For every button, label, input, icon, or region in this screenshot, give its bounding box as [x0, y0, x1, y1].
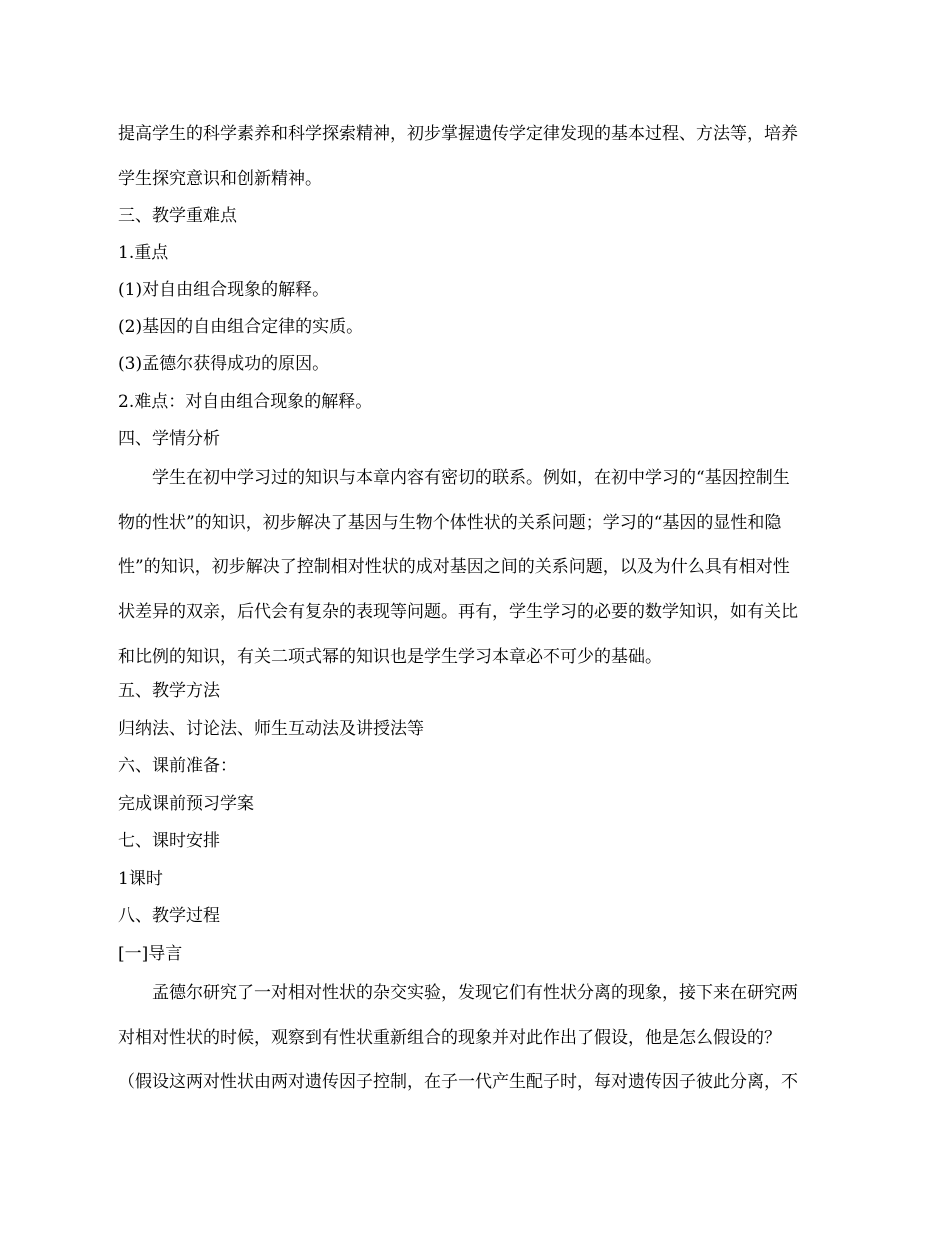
- paragraph-line: 提高学生的科学素养和科学探索精神，初步掌握遗传学定律发现的基本过程、方法等，培养: [118, 124, 798, 144]
- list-item: (3)孟德尔获得成功的原因。: [118, 354, 330, 374]
- subsection-heading: 2.难点：对自由组合现象的解释。: [118, 392, 373, 412]
- paragraph-line: 物的性状”的知识，初步解决了基因与生物个体性状的关系问题；学习的“基因的显性和隐: [118, 513, 782, 533]
- section-heading: 五、教学方法: [118, 681, 220, 701]
- list-item: (1)对自由组合现象的解释。: [118, 280, 330, 300]
- paragraph-line: 孟德尔研究了一对相对性状的杂交实验，发现它们有性状分离的现象，接下来在研究两: [152, 983, 798, 1003]
- subsection-heading: [一]导言: [118, 944, 183, 964]
- section-heading: 四、学情分析: [118, 429, 220, 449]
- paragraph-line: 1课时: [118, 869, 163, 889]
- paragraph-line: 归纳法、讨论法、师生互动法及讲授法等: [118, 719, 424, 739]
- paragraph-line: 性”的知识，初步解决了控制相对性状的成对基因之间的关系问题，以及为什么具有相对性: [118, 557, 790, 577]
- paragraph-line: 和比例的知识，有关二项式幂的知识也是学生学习本章必不可少的基础。: [118, 647, 662, 667]
- section-heading: 七、课时安排: [118, 831, 220, 851]
- subsection-heading: 1.重点: [118, 243, 169, 263]
- paragraph-line: 学生探究意识和创新精神。: [118, 169, 322, 189]
- section-heading: 八、教学过程: [118, 906, 220, 926]
- paragraph-line: 对相对性状的时候，观察到有性状重新组合的现象并对此作出了假设，他是怎么假设的？: [118, 1028, 781, 1048]
- paragraph-line: 学生在初中学习过的知识与本章内容有密切的联系。例如，在初中学习的“基因控制生: [152, 468, 790, 488]
- section-heading: 六、课前准备：: [118, 756, 237, 776]
- list-item: (2)基因的自由组合定律的实质。: [118, 317, 364, 337]
- section-heading: 三、教学重难点: [118, 206, 237, 226]
- paragraph-line: （假设这两对性状由两对遗传因子控制，在子一代产生配子时，每对遗传因子彼此分离，不: [118, 1072, 798, 1092]
- paragraph-line: 完成课前预习学案: [118, 794, 254, 814]
- paragraph-line: 状差异的双亲，后代会有复杂的表现等问题。再有，学生学习的必要的数学知识，如有关比: [118, 602, 798, 622]
